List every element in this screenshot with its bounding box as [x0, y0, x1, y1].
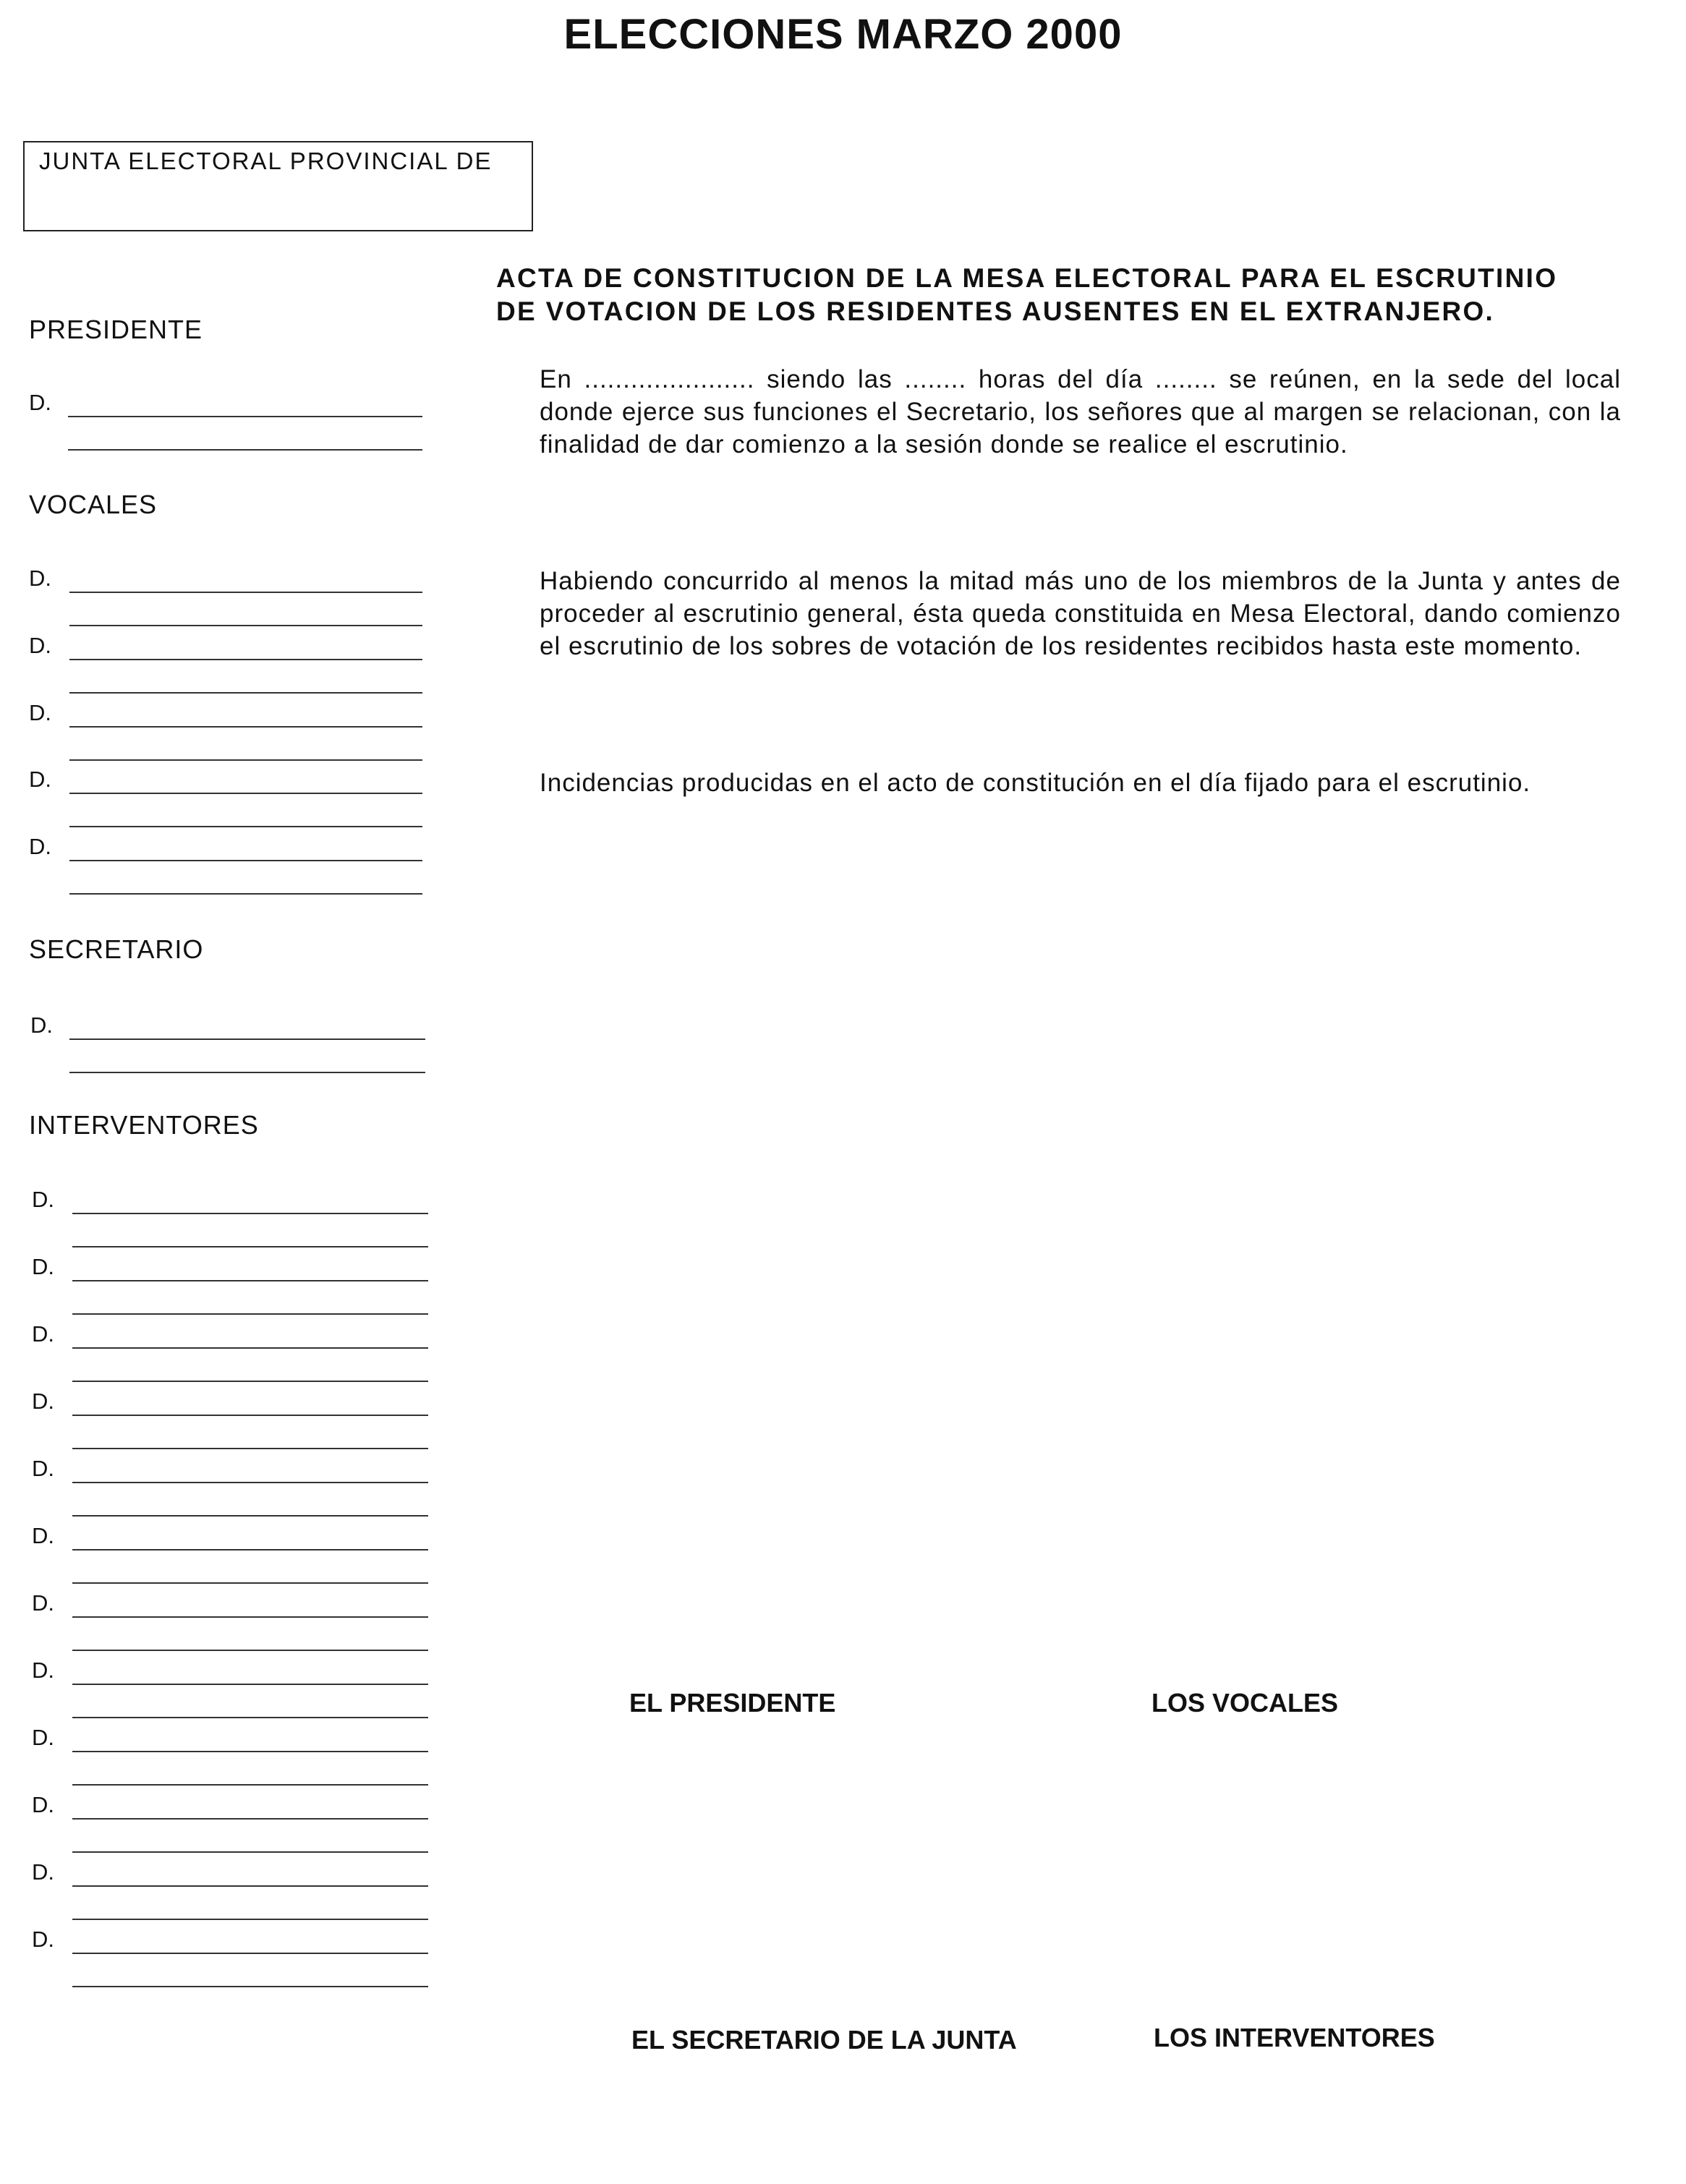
vocal-signature-line	[69, 726, 422, 728]
paragraph-quorum: Habiendo concurrido al menos la mitad más uno de los miembros de la Junta y antes de proceder al escrutinio general, ésta queda constituida en Mesa Electoral, dando comienzo el escrutinio de los sobres de votación de los residentes recibidos hasta este momento.	[540, 567, 1621, 660]
interventor-signature-line	[72, 1717, 428, 1718]
vocal-signature-line	[69, 860, 422, 861]
acta-heading-line1: ACTA DE CONSTITUCION DE LA MESA ELECTORAL PARA EL ESCRUTINIO	[496, 263, 1558, 293]
vocal-entry-label: D.	[29, 834, 51, 859]
interventor-entry-label: D.	[32, 1859, 54, 1885]
interventores-heading: INTERVENTORES	[29, 1110, 259, 1140]
interventor-entry-label: D.	[32, 1523, 54, 1548]
paragraph-incidencias: Incidencias producidas en el acto de constitución en el día fijado para el escrutinio.	[540, 769, 1531, 797]
interventor-signature-line	[72, 1549, 428, 1550]
presidente-heading: PRESIDENTE	[29, 315, 203, 344]
vocal-signature-line	[69, 659, 422, 660]
signature-interventores: LOS INTERVENTORES	[1154, 2023, 1435, 2052]
interventor-entry-label: D.	[32, 1590, 54, 1616]
interventor-signature-line	[72, 1885, 428, 1887]
interventor-entry-label: D.	[32, 1254, 54, 1279]
vocal-entry-label: D.	[29, 633, 51, 658]
paragraph-constitution: En ...................... siendo las ........ horas del día ........ se reúnen, en la sede del local donde ejerce sus funciones el Secretario, los señores que al margen se relacionan, con la finalidad de dar comienzo a la sesión donde se realice el escrutinio.	[540, 365, 1621, 458]
vocal-signature-line	[69, 625, 422, 626]
vocal-signature-line	[69, 826, 422, 827]
interventor-signature-line	[72, 1582, 428, 1584]
presidente-signature-line	[68, 416, 422, 417]
vocales-heading: VOCALES	[29, 490, 158, 519]
secretario-signature-line	[69, 1038, 425, 1040]
vocal-entry-label: D.	[29, 767, 51, 792]
page-title: ELECCIONES MARZO 2000	[563, 11, 1123, 58]
vocal-signature-line	[69, 592, 422, 593]
secretario-heading: SECRETARIO	[29, 934, 204, 964]
interventor-signature-line	[72, 1313, 428, 1315]
vocal-entry-label: D.	[29, 566, 51, 591]
interventor-signature-line	[72, 1347, 428, 1349]
interventor-signature-line	[72, 1818, 428, 1820]
signature-presidente: EL PRESIDENTE	[629, 1688, 836, 1718]
vocal-signature-line	[69, 692, 422, 694]
interventor-signature-line	[72, 1650, 428, 1651]
interventor-signature-line	[72, 1381, 428, 1382]
vocal-entry-label: D.	[29, 700, 51, 725]
presidente-entry-label: D.	[29, 390, 51, 415]
interventor-entry-label: D.	[32, 1658, 54, 1683]
interventor-signature-line	[72, 1784, 428, 1786]
interventor-signature-line	[72, 1986, 428, 1987]
signature-vocales: LOS VOCALES	[1151, 1688, 1339, 1718]
vocal-signature-line	[69, 893, 422, 895]
interventor-entry-label: D.	[32, 1321, 54, 1347]
interventor-signature-line	[72, 1684, 428, 1685]
junta-label: JUNTA ELECTORAL PROVINCIAL DE	[39, 148, 493, 174]
presidente-signature-line	[68, 449, 422, 451]
interventor-entry-label: D.	[32, 1187, 54, 1212]
vocal-signature-line	[69, 759, 422, 761]
interventor-signature-line	[72, 1448, 428, 1449]
interventor-entry-label: D.	[32, 1456, 54, 1481]
signature-secretario: EL SECRETARIO DE LA JUNTA	[631, 2025, 1017, 2055]
interventor-signature-line	[72, 1280, 428, 1281]
secretario-signature-line	[69, 1072, 425, 1073]
interventor-entry-label: D.	[32, 1725, 54, 1750]
interventor-signature-line	[72, 1482, 428, 1483]
interventor-entry-label: D.	[32, 1792, 54, 1817]
interventor-signature-line	[72, 1515, 428, 1517]
acta-heading-line2: DE VOTACION DE LOS RESIDENTES AUSENTES EN EL EXTRANJERO.	[496, 297, 1495, 326]
interventor-signature-line	[72, 1415, 428, 1416]
interventor-signature-line	[72, 1246, 428, 1247]
acta-heading	[496, 262, 1625, 328]
interventor-entry-label: D.	[32, 1927, 54, 1952]
interventor-signature-line	[72, 1213, 428, 1214]
interventor-signature-line	[72, 1919, 428, 1920]
interventor-entry-label: D.	[32, 1389, 54, 1414]
secretario-entry-label: D.	[30, 1012, 53, 1038]
interventor-signature-line	[72, 1851, 428, 1853]
interventor-signature-line	[72, 1751, 428, 1752]
vocal-signature-line	[69, 793, 422, 794]
interventor-signature-line	[72, 1616, 428, 1618]
interventor-signature-line	[72, 1953, 428, 1954]
